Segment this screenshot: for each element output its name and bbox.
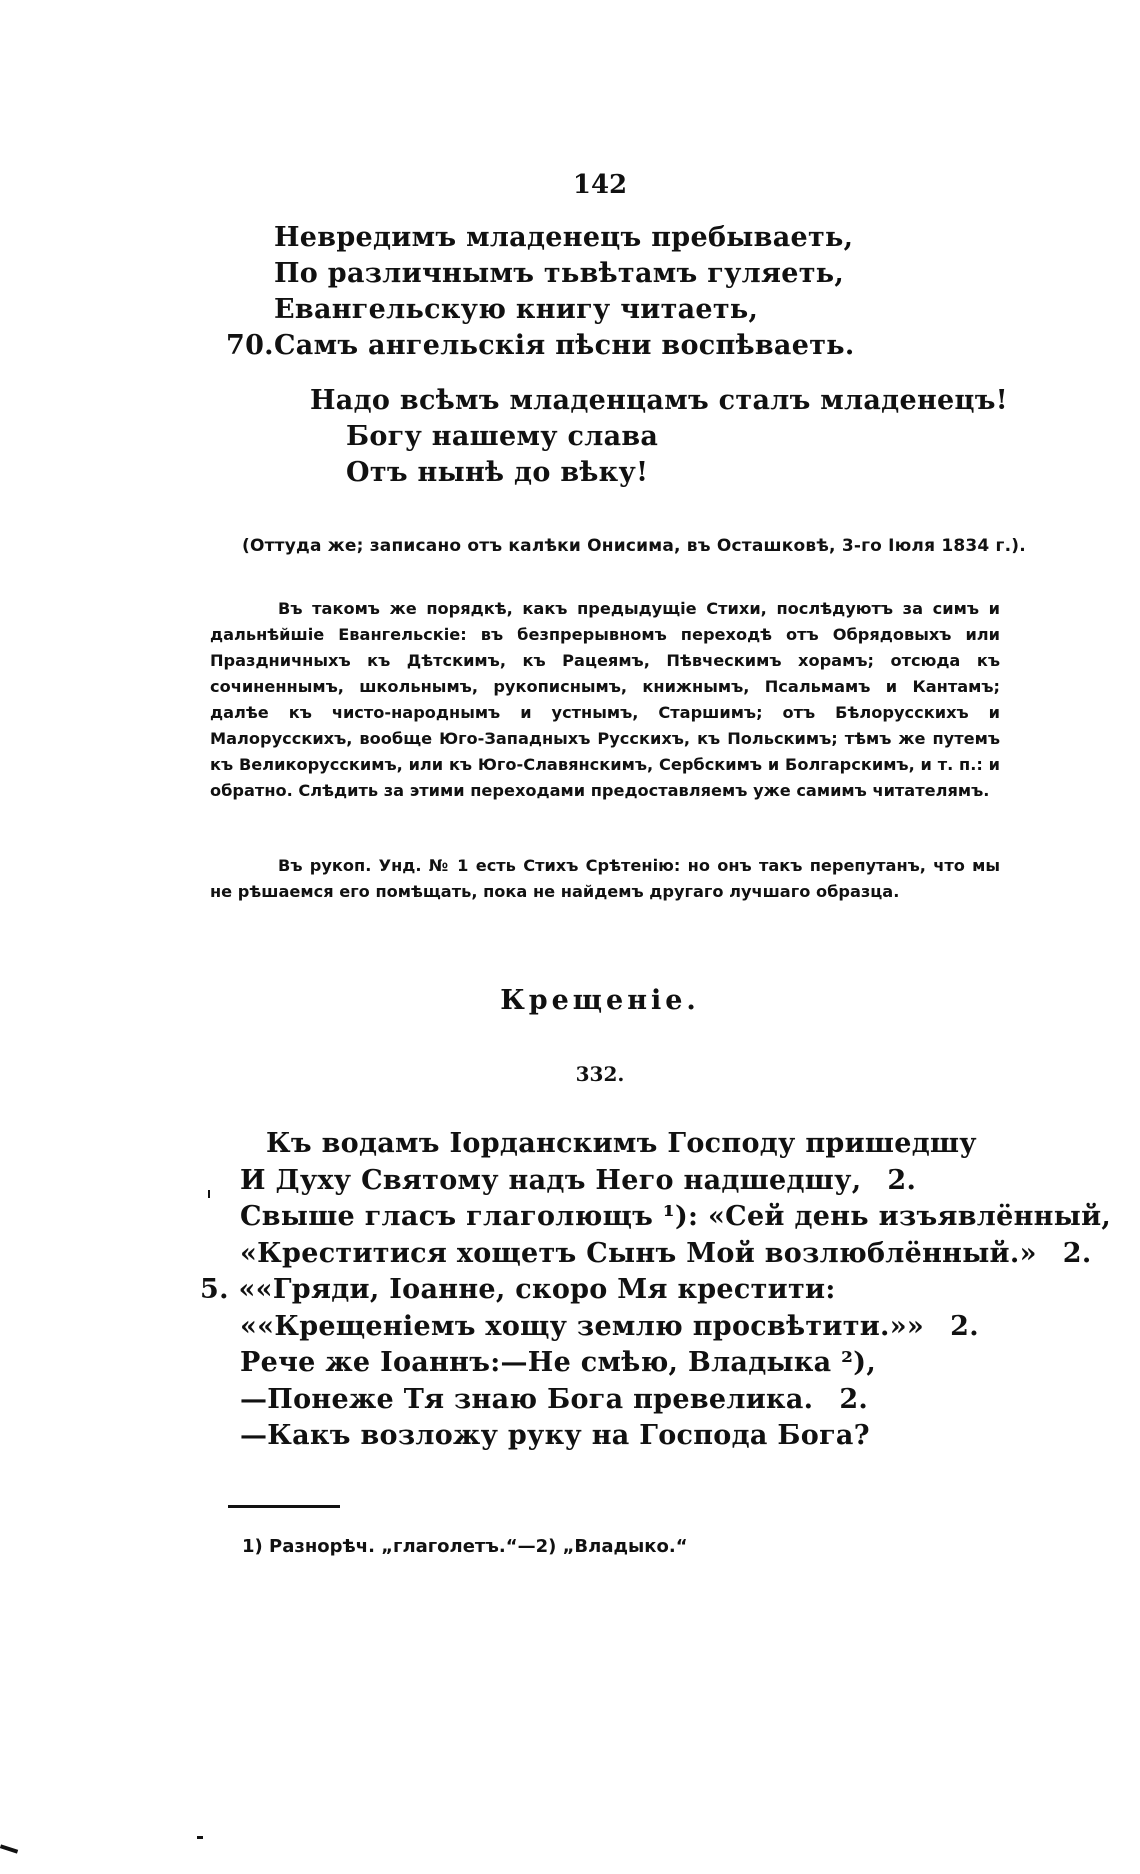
verse-line: Невредимъ младенецъ пребываеть, bbox=[274, 222, 854, 253]
stanza-1 bbox=[226, 220, 855, 364]
section-heading: Крещеніе. bbox=[500, 985, 700, 1016]
page-number: 142 bbox=[572, 170, 628, 200]
verse-line: 5. ««Гряди, Іоанне, скоро Мя крестити: bbox=[200, 1274, 836, 1305]
footnote-rule bbox=[228, 1505, 340, 1508]
commentary-paragraph: Въ такомъ же порядкѣ, какъ предыдущіе Стихи, послѣдуютъ за симъ и дальнѣйшіе Евангельскіе: въ безпрерывномъ переходѣ отъ Обрядовыхъ или Праздничныхъ къ Дѣтскимъ, къ Рацеямъ, Пѣвческимъ хорамъ; отсюда къ сочиненнымъ, школьнымъ, рукописнымъ, книжнымъ, Псальмамъ и Кантамъ; далѣе къ чисто-народнымъ и устнымъ, Старшимъ; отъ Бѣлорусскихъ и Малорусскихъ, вообще Юго-Западныхъ Русскихъ, къ Польскимъ; тѣмъ же путемъ къ Великорусскимъ, или къ Юго-Славянскимъ, Сербскимъ и Болгарскимъ, и т. п.: и обратно. Слѣдить за этими переходами предоставляемъ уже самимъ читателямъ. bbox=[210, 599, 1000, 800]
verse-line: Къ водамъ Іорданскимъ Господу пришедшу bbox=[266, 1128, 977, 1159]
verse-line: Евангельскую книгу читаеть, bbox=[274, 294, 759, 325]
verse-line: 70.Самъ ангельскія пѣсни воспѣваеть. bbox=[226, 330, 855, 361]
stanza-2 bbox=[310, 383, 1008, 491]
verse-line: Надо всѣмъ младенцамъ сталъ младенецъ! bbox=[310, 385, 1008, 416]
manuscript-note: Въ рукоп. Унд. № 1 есть Стихъ Срѣтенію: но онъ такъ перепутанъ, что мы не рѣшаемся его помѣщать, пока не найдемъ другаго лучшаго образца. bbox=[210, 856, 1000, 901]
scan-mark bbox=[197, 1836, 203, 1839]
verse-line: Богу нашему слава bbox=[346, 421, 659, 452]
scan-mark bbox=[208, 1190, 210, 1198]
scan-mark bbox=[0, 1844, 18, 1853]
song-verses bbox=[200, 1126, 1112, 1455]
verse-line: Рече же Іоаннъ:—Не смѣю, Владыка ²), bbox=[240, 1347, 877, 1378]
verse-line: ««Крещеніемъ хощу землю просвѣтити.»» 2. bbox=[240, 1310, 979, 1342]
verse-line: И Духу Святому надъ Него надшедшу, 2. bbox=[240, 1164, 917, 1196]
source-note: (Оттуда же; записано отъ калѣки Онисима, въ Осташковѣ, 3-го Іюля 1834 г.). bbox=[242, 536, 1026, 556]
verse-line: Свыше гласъ глаголющъ ¹): «Сей день изъявлённый, bbox=[240, 1201, 1112, 1232]
verse-line: «Креститися хощетъ Сынъ Мой возлюблённый.» 2. bbox=[240, 1237, 1092, 1269]
verse-line: По различнымъ тьвѣтамъ гуляеть, bbox=[274, 258, 845, 289]
song-number: 332. bbox=[575, 1062, 625, 1086]
footnote: 1) Разнорѣч. „глаголетъ.“—2) „Владыко.“ bbox=[242, 1536, 688, 1557]
verse-line: Отъ нынѣ до вѣку! bbox=[346, 457, 649, 488]
verse-line: —Понеже Тя знаю Бога превелика. 2. bbox=[240, 1383, 869, 1415]
verse-line: —Какъ возложу руку на Господа Бога? bbox=[240, 1420, 870, 1451]
